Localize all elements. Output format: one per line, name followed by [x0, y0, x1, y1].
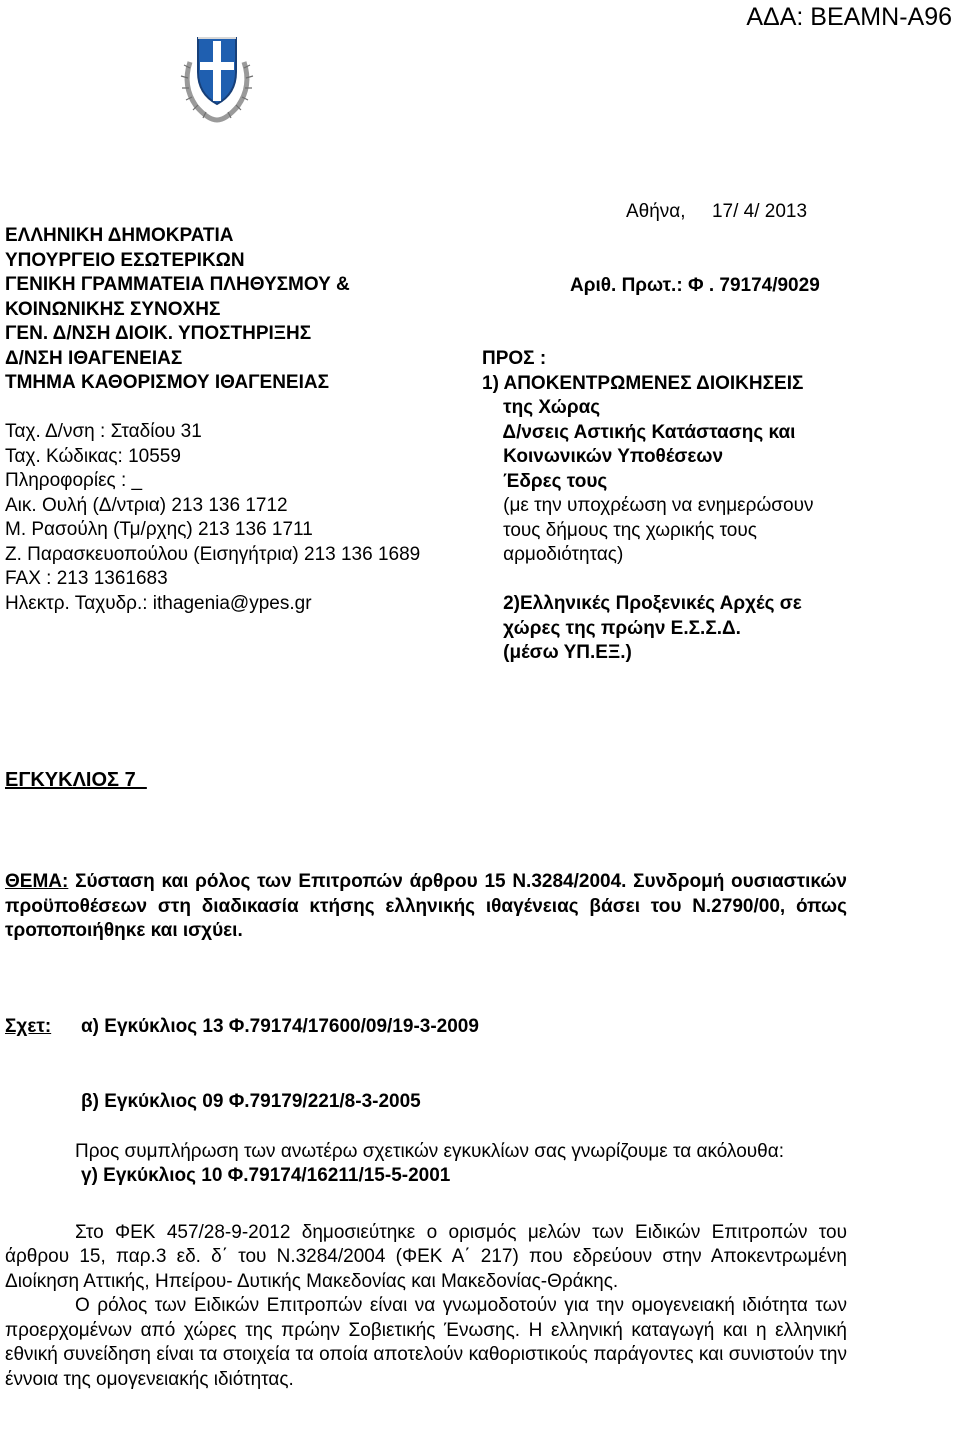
reference-item: α) Εγκύκλιος 13 Φ.79174/17600/09/19-3-2009	[81, 1016, 479, 1037]
sender-block	[5, 224, 420, 616]
header-line: Δ/νσεις Αστικής Κατάστασης και	[482, 421, 796, 443]
header-line: (με την υποχρέωση να ενημερώσουν	[482, 495, 814, 516]
header-line: της Χώρας	[482, 397, 601, 418]
reference-item: γ) Εγκύκλιος 10 Φ.79174/16211/15-5-2001	[81, 1165, 451, 1186]
circular-title: ΕΓΚΥΚΛΙΟΣ 7	[5, 769, 147, 791]
header-line: Κοινωνικών Υποθέσεων	[482, 446, 724, 467]
header-line: ΥΠΟΥΡΓΕΙΟ ΕΣΩΤΕΡΙΚΩΝ	[5, 249, 245, 271]
header-line: (μέσω ΥΠ.ΕΞ.)	[482, 642, 632, 663]
header-line: ΚΟΙΝΩΝΙΚΗΣ ΣΥΝΟΧΗΣ	[5, 298, 221, 320]
blank-line	[5, 396, 420, 421]
document-date: Αθήνα, 17/ 4/ 2013	[626, 201, 808, 222]
header-line: Δ/ΝΣΗ ΙΘΑΓΕΝΕΙΑΣ	[5, 347, 183, 369]
body-text	[5, 1140, 847, 1392]
header-line: ΓΕΝΙΚΗ ΓΡΑΜΜΑΤΕΙΑ ΠΛΗΘΥΣΜΟΥ &	[5, 274, 350, 295]
header-line: FAX : 213 1361683	[5, 568, 168, 589]
header-line: ΠΡΟΣ :	[482, 348, 547, 369]
subject-text: Σύσταση και ρόλος των Επιτροπών άρθρου 15 Ν.3284/2004. Συνδρομή ουσιαστικών προϋποθέσεων στη διαδικασία κτήσης ελληνικής ιθαγένειας βάσει του Ν.2790/00, όπως τροποποιήθηκε και ισχύει.	[5, 871, 847, 941]
greek-coat-of-arms-icon	[178, 24, 256, 124]
ada-code: ΑΔΑ: ΒΕΑΜΝ-Α96	[746, 3, 952, 31]
header-line: Πληροφορίες : _	[5, 470, 143, 491]
references-label: Σχετ:	[5, 1016, 52, 1037]
header-line: Μ. Ρασούλη (Τμ/ρχης) 213 136 1711	[5, 519, 313, 540]
header-line: ΓΕΝ. Δ/ΝΣΗ ΔΙΟΙΚ. ΥΠΟΣΤΗΡΙΞΗΣ	[5, 323, 312, 344]
subject	[5, 870, 847, 944]
blank-line	[482, 568, 813, 593]
header-line: χώρες της πρώην Ε.Σ.Σ.Δ.	[482, 617, 741, 639]
recipients-block	[482, 347, 813, 666]
header-line: ΤΜΗΜΑ ΚΑΘΟΡΙΣΜΟΥ ΙΘΑΓΕΝΕΙΑΣ	[5, 372, 330, 393]
header-line: ΕΛΛΗΝΙΚΗ ΔΗΜΟΚΡΑΤΙΑ	[5, 225, 234, 246]
body-paragraph: Ο ρόλος των Ειδικών Επιτροπών είναι να γνωμοδοτούν για την ομογενειακή ιδιότητα των προερχομένων από χώρες της πρώην Σοβιετικής Ένωσης. Η ελληνική καταγωγή και η ελληνική εθνική συνείδηση είναι τα στοιχεία τα οποία αποτελούν καθοριστικούς παράγοντες και συνιστούν την έννοια της ομογενειακής ιδιότητας.	[5, 1295, 847, 1390]
header-line: Ταχ. Δ/νση : Σταδίου 31	[5, 421, 202, 442]
intro-paragraph: Προς συμπλήρωση των ανωτέρω σχετικών εγκυκλίων σας γνωρίζουμε τα ακόλουθα:	[75, 1141, 784, 1162]
header-line: 2)Ελληνικές Προξενικές Αρχές σε	[482, 593, 802, 614]
header-line: τους δήμους της χωρικής τους	[482, 519, 757, 541]
reference-item: β) Εγκύκλιος 09 Φ.79179/221/8-3-2005	[81, 1090, 421, 1112]
header-line: Ταχ. Κώδικας: 10559	[5, 445, 181, 467]
header-line: αρμοδιότητας)	[482, 544, 624, 565]
header-line: Ζ. Παρασκευοπούλου (Εισηγήτρια) 213 136 1689	[5, 543, 421, 565]
header-line: Αικ. Ουλή (Δ/ντρια) 213 136 1712	[5, 494, 288, 516]
subject-label: ΘΕΜΑ:	[5, 871, 69, 892]
header-line: Ηλεκτρ. Ταχυδρ.: ithagenia@ypes.gr	[5, 592, 312, 614]
body-paragraph: Στο ΦΕΚ 457/28-9-2012 δημοσιεύτηκε ο ορισμός μελών των Ειδικών Επιτροπών του άρθρου 15, παρ.3 εδ. δ΄ του Ν.3284/2004 (ΦΕΚ Α΄ 217) που εδρεύουν στην Αποκεντρωμένη Διοίκηση Αττικής, Ηπείρου- Δυτικής Μακεδονίας και Μακεδονίας-Θράκης.	[5, 1221, 847, 1292]
protocol-number: Αριθ. Πρωτ.: Φ . 79174/9029	[570, 275, 820, 296]
header-line: 1) ΑΠΟΚΕΝΤΡΩΜΕΝΕΣ ΔΙΟΙΚΗΣΕΙΣ	[482, 372, 804, 394]
header-line: Έδρες τους	[482, 470, 608, 492]
